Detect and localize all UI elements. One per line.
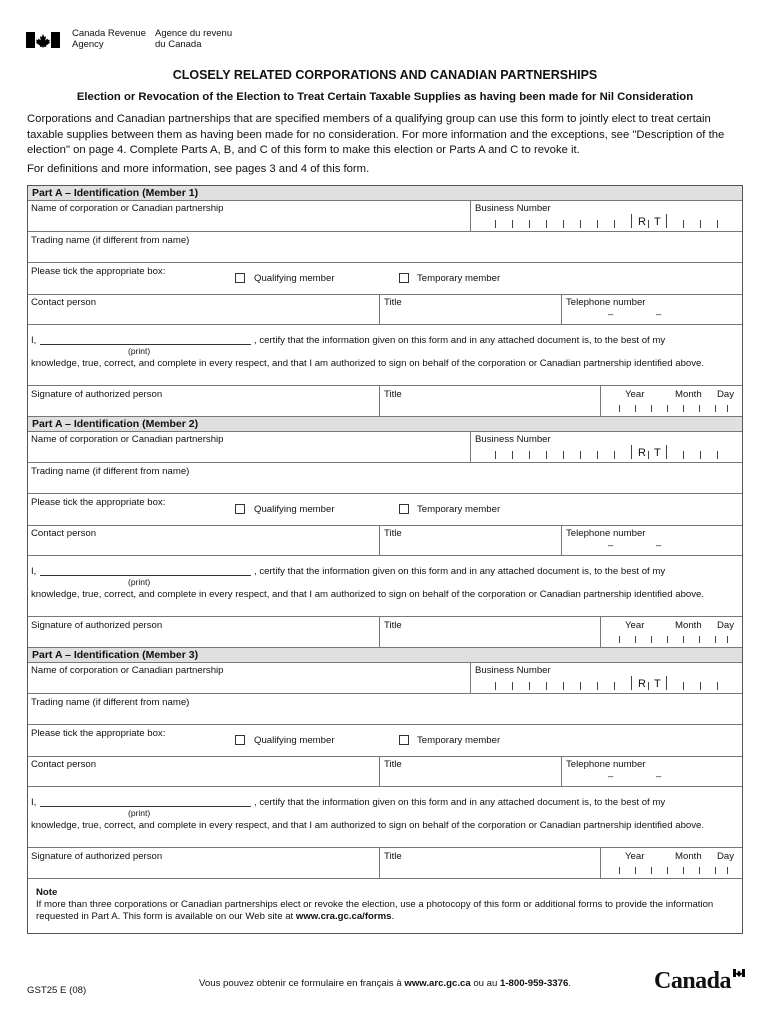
note-box — [28, 879, 742, 933]
contact-person-label: Contact person — [31, 759, 97, 770]
bn-digit-cell[interactable] — [717, 451, 718, 459]
date-digit-cell[interactable] — [651, 867, 652, 874]
certification-text: , certify that the information given on this form and in any attached document is, to the best of my — [254, 335, 666, 346]
trading-name-label: Trading name (if different from name) — [31, 466, 190, 477]
certification-row — [28, 556, 742, 617]
bn-digit-cell[interactable] — [580, 220, 581, 228]
month-label: Month — [675, 620, 702, 631]
date-digit-cell[interactable] — [683, 405, 684, 412]
bn-digit-cell[interactable] — [700, 682, 701, 690]
print-caption: (print) — [128, 808, 151, 818]
contact-row — [28, 526, 742, 556]
bn-digit-cell[interactable] — [683, 451, 684, 459]
bn-digit-cell[interactable] — [614, 682, 615, 690]
trading-name-label: Trading name (if different from name) — [31, 697, 190, 708]
signature-row — [28, 848, 742, 879]
date-digit-cell[interactable] — [715, 636, 716, 643]
date-digit-cell[interactable] — [727, 636, 728, 643]
agency-en-line1: Canada Revenue — [72, 28, 146, 39]
qualifying-member-label: Qualifying member — [254, 273, 335, 284]
bn-letter-r: R — [638, 216, 646, 228]
bn-digit-cell[interactable] — [563, 220, 564, 228]
signature-row — [28, 386, 742, 417]
business-number-label: Business Number — [475, 434, 551, 445]
certification-text-2: knowledge, true, correct, and complete in every respect, and that I am authorized to sign on behalf of the corporation or Canadian partnership identified above. — [31, 358, 705, 369]
telephone-label: Telephone number — [566, 297, 646, 308]
temporary-member-checkbox[interactable] — [399, 735, 409, 745]
bn-digit-cell[interactable] — [683, 682, 684, 690]
bn-digit-cell[interactable] — [597, 451, 598, 459]
bn-digit-cell[interactable] — [614, 220, 615, 228]
date-field[interactable] — [617, 636, 737, 643]
intro-reference: For definitions and more information, see pages 3 and 4 of this form. — [27, 163, 370, 175]
tick-box-label: Please tick the appropriate box: — [31, 266, 166, 277]
print-caption: (print) — [128, 346, 151, 356]
name-row — [28, 201, 742, 232]
signer-title-label: Title — [384, 389, 402, 400]
bn-divider — [648, 220, 649, 228]
signature-label[interactable]: Signature of authorized person — [31, 389, 163, 400]
bn-digit-cell[interactable] — [529, 682, 530, 690]
tick-box-label: Please tick the appropriate box: — [31, 728, 166, 739]
note-text: If more than three corporations or Canadian partnerships elect or revoke the election, use a photocopy of this form or additional forms to provide the information requested in Part A. This form is available on our Web site at — [36, 899, 714, 922]
qualifying-member-checkbox[interactable] — [235, 735, 245, 745]
bn-digit-cell[interactable] — [717, 220, 718, 228]
agency-name-fr — [155, 28, 265, 50]
certification-text-2: knowledge, true, correct, and complete in every respect, and that I am authorized to sign on behalf of the corporation or Canadian partnership identified above. — [31, 589, 705, 600]
signature-label[interactable]: Signature of authorized person — [31, 620, 163, 631]
date-digit-cell[interactable] — [715, 867, 716, 874]
bn-digit-cell[interactable] — [495, 682, 496, 690]
name-label: Name of corporation or Canadian partnership — [31, 203, 224, 214]
form-code: GST25 E (08) — [27, 985, 87, 996]
bn-divider — [631, 445, 632, 459]
title-label: Title — [384, 528, 402, 539]
intro-paragraph: Corporations and Canadian partnerships that are specified members of a qualifying group can use this form to jointly elect to treat certain taxable supplies between them as having been made for no consideration. For more information and the exceptions, see "Description of the election" on page 4. Complete Parts A, B, and C of this form to make this election or Parts A and C to revoke it. — [27, 113, 725, 156]
bn-digit-cell[interactable] — [495, 220, 496, 228]
part-a-heading: Part A – Identification (Member 2) — [28, 417, 742, 432]
cert-i-label: I, — [31, 797, 37, 808]
date-digit-cell[interactable] — [683, 636, 684, 643]
bn-digit-cell[interactable] — [597, 220, 598, 228]
signature-label[interactable]: Signature of authorized person — [31, 851, 163, 862]
bn-letter-r: R — [638, 447, 646, 459]
bn-letter-t: T — [654, 678, 661, 690]
bn-divider — [648, 682, 649, 690]
signer-title-label: Title — [384, 851, 402, 862]
business-number-field[interactable] — [470, 445, 725, 459]
day-label: Day — [717, 851, 735, 862]
print-caption: (print) — [128, 577, 151, 587]
year-label: Year — [625, 851, 645, 862]
bn-digit-cell[interactable] — [597, 682, 598, 690]
print-name-line[interactable] — [40, 806, 251, 807]
temporary-member-label: Temporary member — [417, 273, 501, 284]
day-label: Day — [717, 620, 735, 631]
qualifying-member-checkbox[interactable] — [235, 273, 245, 283]
date-digit-cell[interactable] — [667, 405, 668, 412]
trading-name-row[interactable] — [28, 463, 742, 494]
telephone-label: Telephone number — [566, 528, 646, 539]
agency-name-en — [72, 28, 152, 50]
phone-dash: – — [656, 540, 662, 551]
bn-digit-cell[interactable] — [529, 220, 530, 228]
bn-digit-cell[interactable] — [683, 220, 684, 228]
agency-fr-line2: du Canada — [155, 39, 202, 50]
date-digit-cell[interactable] — [683, 867, 684, 874]
contact-person-label: Contact person — [31, 528, 97, 539]
bn-divider — [666, 445, 667, 459]
bn-digit-cell[interactable] — [495, 451, 496, 459]
note-heading: Note — [36, 887, 58, 898]
canada-flag-icon — [26, 32, 60, 48]
name-label: Name of corporation or Canadian partnership — [31, 665, 224, 676]
wordmark-flag-icon — [733, 969, 745, 977]
contact-row — [28, 295, 742, 325]
bn-digit-cell[interactable] — [580, 451, 581, 459]
part-a-heading: Part A – Identification (Member 3) — [28, 648, 742, 663]
phone-dash: – — [608, 309, 614, 320]
canada-wordmark: Canada — [654, 968, 732, 994]
month-label: Month — [675, 389, 702, 400]
contact-person-label: Contact person — [31, 297, 97, 308]
form-title: CLOSELY RELATED CORPORATIONS AND CANADIAN PARTNERSHIPS — [172, 68, 598, 82]
bn-letter-r: R — [638, 678, 646, 690]
date-digit-cell[interactable] — [727, 867, 728, 874]
title-label: Title — [384, 759, 402, 770]
certification-text: , certify that the information given on this form and in any attached document is, to the best of my — [254, 797, 666, 808]
bn-digit-cell[interactable] — [700, 451, 701, 459]
bn-divider — [648, 451, 649, 459]
bn-digit-cell[interactable] — [717, 682, 718, 690]
trading-name-row[interactable] — [28, 694, 742, 725]
title-label: Title — [384, 297, 402, 308]
month-label: Month — [675, 851, 702, 862]
name-label: Name of corporation or Canadian partnership — [31, 434, 224, 445]
date-digit-cell[interactable] — [667, 867, 668, 874]
business-number-field[interactable] — [470, 676, 725, 690]
date-digit-cell[interactable] — [619, 636, 620, 643]
bn-divider — [631, 214, 632, 228]
phone-dash: – — [608, 771, 614, 782]
forms-website-link[interactable]: www.cra.gc.ca/forms — [295, 911, 392, 922]
certification-text-2: knowledge, true, correct, and complete in every respect, and that I am authorized to sign on behalf of the corporation or Canadian partnership identified above. — [31, 820, 705, 831]
bn-divider — [631, 676, 632, 690]
business-number-label: Business Number — [475, 665, 551, 676]
member-type-row — [28, 494, 742, 526]
temporary-member-checkbox[interactable] — [399, 504, 409, 514]
footer-website-link[interactable]: www.arc.gc.ca — [404, 978, 471, 989]
form-table — [27, 185, 743, 934]
signature-row — [28, 617, 742, 648]
phone-dash: – — [656, 771, 662, 782]
date-field[interactable] — [617, 867, 737, 874]
bn-digit-cell[interactable] — [546, 220, 547, 228]
member-type-row — [28, 263, 742, 295]
print-name-line[interactable] — [40, 344, 251, 345]
date-field[interactable] — [617, 405, 737, 412]
date-digit-cell[interactable] — [727, 405, 728, 412]
name-row — [28, 663, 742, 694]
bn-divider — [666, 214, 667, 228]
bn-divider — [666, 676, 667, 690]
contact-row — [28, 757, 742, 787]
temporary-member-checkbox[interactable] — [399, 273, 409, 283]
date-digit-cell[interactable] — [635, 636, 636, 643]
date-digit-cell[interactable] — [635, 405, 636, 412]
trading-name-row[interactable] — [28, 232, 742, 263]
bn-digit-cell[interactable] — [546, 451, 547, 459]
bn-digit-cell[interactable] — [512, 220, 513, 228]
date-digit-cell[interactable] — [667, 636, 668, 643]
certification-row — [28, 325, 742, 386]
bn-digit-cell[interactable] — [700, 220, 701, 228]
part-a-heading: Part A – Identification (Member 1) — [28, 186, 742, 201]
agency-header — [26, 28, 286, 52]
bn-digit-cell[interactable] — [614, 451, 615, 459]
bn-digit-cell[interactable] — [512, 682, 513, 690]
footer-text-mid: ou au — [470, 978, 501, 989]
bn-digit-cell[interactable] — [529, 451, 530, 459]
footer-text-after: . — [568, 978, 571, 989]
bn-digit-cell[interactable] — [580, 682, 581, 690]
date-digit-cell[interactable] — [619, 867, 620, 874]
bn-digit-cell[interactable] — [512, 451, 513, 459]
day-label: Day — [717, 389, 735, 400]
cert-i-label: I, — [31, 566, 37, 577]
form-subtitle: Election or Revocation of the Election to Treat Certain Taxable Supplies as having been made for Nil Consideration — [76, 91, 694, 103]
qualifying-member-label: Qualifying member — [254, 504, 335, 515]
date-digit-cell[interactable] — [651, 636, 652, 643]
temporary-member-label: Temporary member — [417, 504, 501, 515]
temporary-member-label: Temporary member — [417, 735, 501, 746]
certification-row — [28, 787, 742, 848]
signer-title-label: Title — [384, 620, 402, 631]
year-label: Year — [625, 620, 645, 631]
certification-text: , certify that the information given on this form and in any attached document is, to the best of my — [254, 566, 666, 577]
phone-dash: – — [608, 540, 614, 551]
part-a-member-section — [28, 417, 742, 648]
member-type-row — [28, 725, 742, 757]
business-number-field[interactable] — [470, 214, 725, 228]
footer-text-before: Vous pouvez obtenir ce formulaire en français à — [199, 978, 405, 989]
bn-digit-cell[interactable] — [563, 682, 564, 690]
name-row — [28, 432, 742, 463]
date-digit-cell[interactable] — [699, 636, 700, 643]
tick-box-label: Please tick the appropriate box: — [31, 497, 166, 508]
qualifying-member-checkbox[interactable] — [235, 504, 245, 514]
phone-dash: – — [656, 309, 662, 320]
business-number-label: Business Number — [475, 203, 551, 214]
note-text-end: . — [391, 911, 395, 922]
footer-phone: 1-800-959-3376 — [500, 978, 569, 989]
date-digit-cell[interactable] — [699, 405, 700, 412]
trading-name-label: Trading name (if different from name) — [31, 235, 190, 246]
cert-i-label: I, — [31, 335, 37, 346]
date-digit-cell[interactable] — [635, 867, 636, 874]
qualifying-member-label: Qualifying member — [254, 735, 335, 746]
year-label: Year — [625, 389, 645, 400]
telephone-label: Telephone number — [566, 759, 646, 770]
date-digit-cell[interactable] — [699, 867, 700, 874]
agency-en-line2: Agency — [72, 39, 104, 50]
date-digit-cell[interactable] — [619, 405, 620, 412]
part-a-member-section — [28, 186, 742, 417]
bn-letter-t: T — [654, 216, 661, 228]
part-a-member-section — [28, 648, 742, 879]
bn-digit-cell[interactable] — [563, 451, 564, 459]
bn-letter-t: T — [654, 447, 661, 459]
date-digit-cell[interactable] — [651, 405, 652, 412]
print-name-line[interactable] — [40, 575, 251, 576]
date-digit-cell[interactable] — [715, 405, 716, 412]
agency-fr-line1: Agence du revenu — [155, 28, 233, 39]
bn-digit-cell[interactable] — [546, 682, 547, 690]
